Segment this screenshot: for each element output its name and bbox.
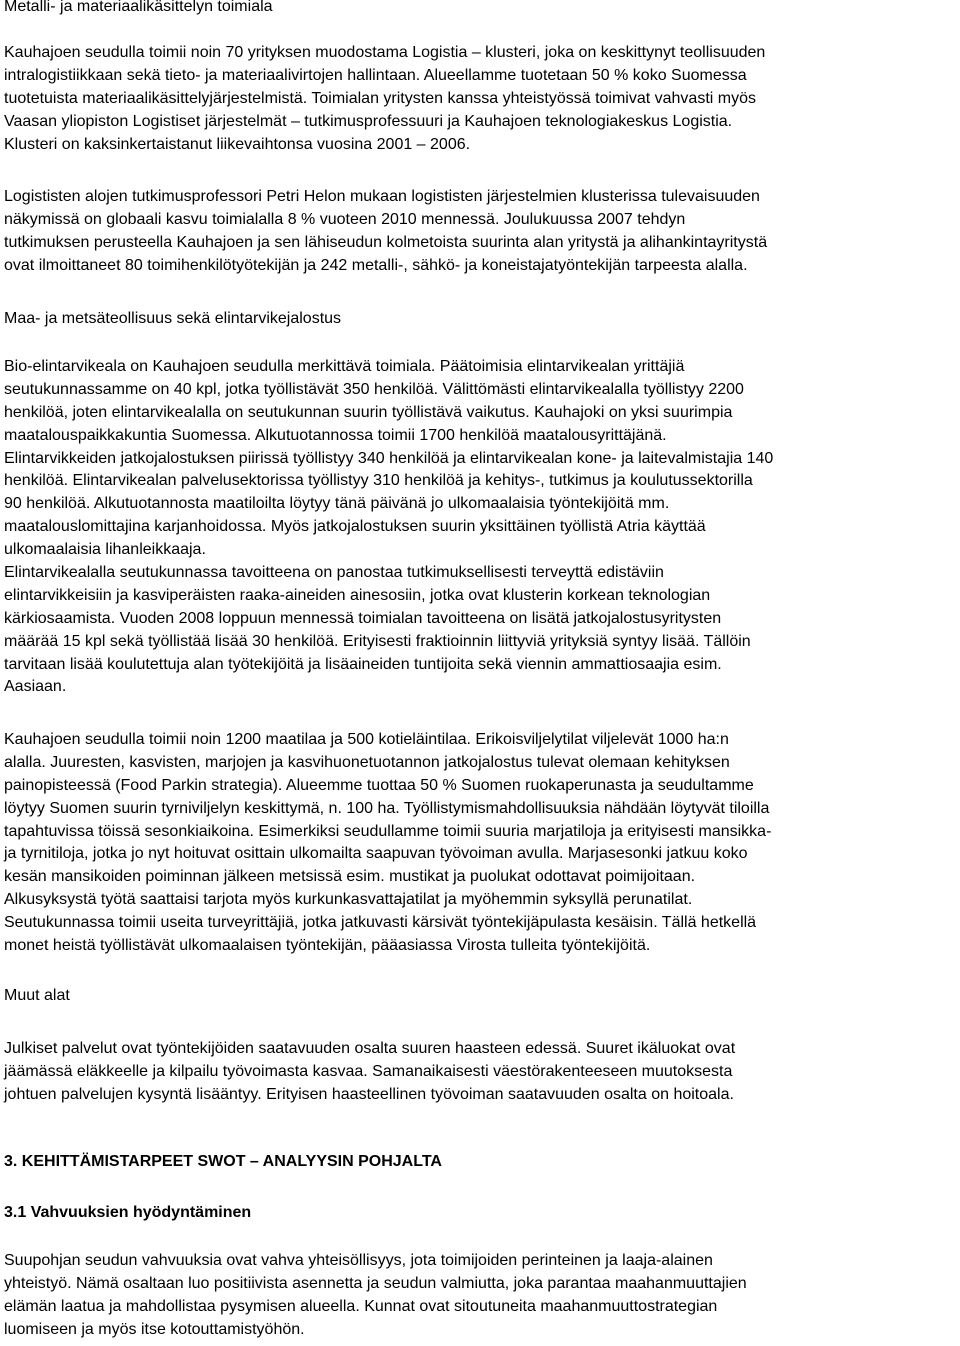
paragraph-professor xyxy=(4,186,960,278)
text-line: tuotetuista materiaalikäsittelyjärjestelmistä. Toimialan yritysten kanssa yhteistyössä toimivat vahvasti myös xyxy=(4,89,756,107)
paragraph-food xyxy=(4,356,960,699)
text-line: kesän mansikoiden poiminnan jälkeen metsissä esim. mustikat ja puolukat odottavat poimijoitaan. xyxy=(4,868,696,886)
text-line: elämän laatua ja mahdollistaa pysymisen alueella. Kunnat ovat sitoutuneita maahanmuuttostrategian xyxy=(4,1297,718,1315)
text-line: yhteistyö. Nämä osaltaan luo positiivista asennetta ja seudun valmiutta, joka parantaa maahanmuuttajien xyxy=(4,1274,747,1292)
text-line: henkilöä. Elintarvikealan palvelusektorissa työllistyy 310 henkilöä ja kehitys-, tutkimus ja koulutussektorilla xyxy=(4,472,753,490)
text-line: määrää 15 kpl sekä työllistää lisää 30 henkilöä. Erityisesti fraktioinnin liittyviä yrityksiä syntyy lisää. Tällöin xyxy=(4,632,751,650)
text-line: näkymissä on globaali kasvu toimialalla 8 % vuoteen 2010 mennessä. Joulukuussa 2007 tehdyn xyxy=(4,210,686,228)
text-line: tapahtuvissa töissä sesonkiaikoina. Esimerkiksi seudullamme toimii suuria marjatiloja ja erityisesti mansikka- xyxy=(4,822,772,840)
text-line: elintarvikkeisiin ja kasviperäisten raaka-aineiden ainesosiin, jotka ovat klusterin korkean teknologian xyxy=(4,586,711,604)
text-line: Suupohjan seudun vahvuuksia ovat vahva yhteisöllisyys, jota toimijoiden perinteinen ja laaja-alainen xyxy=(4,1252,713,1269)
paragraph-farms xyxy=(4,729,960,958)
text-line: 90 henkilöä. Alkutuotannosta maatiloilta löytyy tänä päivänä jo ulkomaalaisia työntekijöitä mm. xyxy=(4,495,670,513)
paragraph-strengths xyxy=(4,1250,960,1342)
section-heading-food: Maa- ja metsäteollisuus sekä elintarvikejalostus xyxy=(4,310,342,327)
text-line: ovat ilmoittaneet 80 toimihenkilötyötekijän ja 242 metalli-, sähkö- ja koneistajatyöntekijän tarpeesta alalla. xyxy=(4,256,748,274)
text-line: ulkomaalaisia lihanleikkaaja. xyxy=(4,541,206,559)
text-line: intralogistiikkaan sekä tieto- ja materiaalivirtojen hallintaan. Alueellamme tuotetaan 50 % koko Suomessa xyxy=(4,66,747,84)
section-heading-other: Muut alat xyxy=(4,987,70,1004)
text-line: jäämässä eläkkeelle ja kilpailu työvoimasta kasvaa. Samanaikaisesti väestörakenteeseen muutoksesta xyxy=(4,1062,733,1080)
text-line: Elintarvikkeiden jatkojalostuksen piirissä työllistyy 340 henkilöä ja elintarvikealan kone- ja laitevalmistajia 140 xyxy=(4,449,774,467)
text-line: kärkiosaamista. Vuoden 2008 loppuun mennessä toimialan tavoitteena on lisätä jatkojalostusyritysten xyxy=(4,609,722,627)
subsection-heading-strengths: 3.1 Vahvuuksien hyödyntäminen xyxy=(4,1204,252,1221)
text-line: ja tyrnitiloja, jotka jo nyt hoituvat osittain ulkomailta saapuvan työvoiman avulla. Marjasesonki jatkuu koko xyxy=(4,845,748,863)
text-line: Vaasan yliopiston Logistiset järjestelmät – tutkimusprofessuuri ja Kauhajoen teknologiakeskus Logistia. xyxy=(4,112,733,130)
text-line: maatalouspaikkakuntia Suomessa. Alkutuotannossa toimii 1700 henkilöä maatalousyrittäjänä. xyxy=(4,426,667,444)
text-line: Klusteri on kaksinkertaistanut liikevaihtonsa vuosina 2001 – 2006. xyxy=(4,135,471,153)
text-line: Logististen alojen tutkimusprofessori Petri Helon mukaan logististen järjestelmien klusterissa tulevaisuuden xyxy=(4,188,760,205)
text-line: maatalouslomittajina karjanhoidossa. Myös jatkojalostuksen suurin yksittäinen työllistä Atria käyttää xyxy=(4,518,706,536)
text-line: Alkusyksystä työtä saattaisi tarjota myös kurkunkasvattajatilat ja myöhemmin syksyllä perunatilat. xyxy=(4,891,693,909)
text-line: löytyy Suomen suurin tyrniviljelyn keskittymä, n. 100 ha. Työllistymismahdollisuuksia nähdään löytyvät tiloilla xyxy=(4,799,770,817)
text-line: Elintarvikealalla seutukunnassa tavoitteena on panostaa tutkimuksellisesti terveyttä edistäviin xyxy=(4,564,664,582)
paragraph-logistics xyxy=(4,42,960,156)
text-line: Kauhajoen seudulla toimii noin 70 yrityksen muodostama Logistia – klusteri, joka on keskittynyt teollisuuden xyxy=(4,44,766,61)
text-line: alalla. Juuresten, kasvisten, marjojen ja kasvihuonetuotannon jatkojalostus tulevat olemaan kehityksen xyxy=(4,753,730,771)
text-line: henkilöä, joten elintarvikealalla on seutukunnan suurin työllistävä vaikutus. Kauhajoki on yksi suurimpia xyxy=(4,403,733,421)
paragraph-other xyxy=(4,1038,960,1107)
section-heading-metal: Metalli- ja materiaalikäsittelyn toimiala xyxy=(4,0,273,15)
text-line: Julkiset palvelut ovat työntekijöiden saatavuuden osalta suuren haasteen edessä. Suuret ikäluokat ovat xyxy=(4,1040,736,1057)
text-line: tarvitaan lisää koulutettuja alan työtekijöitä ja lisäaineiden tuntijoita sekä viennin ammattiosaajia esim. xyxy=(4,655,722,673)
text-line: seutukunnassamme on 40 kpl, jotka työllistävät 350 henkilöä. Välittömästi elintarvikealalla työllistyy 2200 xyxy=(4,380,744,398)
text-line: Kauhajoen seudulla toimii noin 1200 maatilaa ja 500 kotieläintilaa. Erikoisviljelytilat viljelevät 1000 ha:n xyxy=(4,731,729,748)
text-line: Seutukunnassa toimii useita turveyrittäjiä, jotka jatkuvasti kärsivät työntekijäpulasta kesäisin. Tällä hetkellä xyxy=(4,914,757,932)
text-line: monet heistä työllistävät ulkomaalaisen työntekijän, pääasiassa Virosta tulleita työntekijöitä. xyxy=(4,937,651,955)
text-line: Aasiaan. xyxy=(4,678,67,696)
text-line: johtuen palvelujen kysyntä lisääntyy. Erityisen haasteellinen työvoiman saatavuuden osalta on hoitoala. xyxy=(4,1085,734,1103)
text-line: painopisteessä (Food Parkin strategia). Alueemme tuottaa 50 % Suomen ruokaperunasta ja seudultamme xyxy=(4,776,754,794)
text-line: tutkimuksen perusteella Kauhajoen ja sen lähiseudun kolmetoista suurinta alan yritystä ja alihankintayritystä xyxy=(4,233,768,251)
chapter-heading-swot: 3. KEHITTÄMISTARPEET SWOT – ANALYYSIN POHJALTA xyxy=(4,1153,442,1170)
text-line: Bio-elintarvikeala on Kauhajoen seudulla merkittävä toimiala. Päätoimisia elintarvikealan yrittäjiä xyxy=(4,358,685,375)
text-line: luomiseen ja myös itse kotouttamistyöhön. xyxy=(4,1320,305,1338)
